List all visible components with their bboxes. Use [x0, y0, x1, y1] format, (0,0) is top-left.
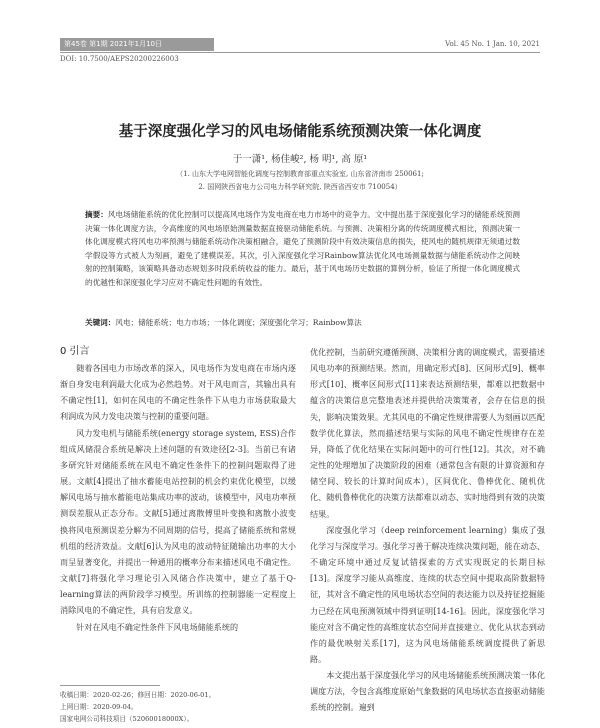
paragraph: 随着各国电力市场改革的深入，风电场作为发电商在市场内逐渐自身发电利润最大化成为必然趋势。对于风电而言，其输出具有不确定性[1]，如何在风电的不确定性条件下从电力市场获取最大利润成为风力发电决策与控制的重要问题。 [60, 363, 296, 422]
footnote-fund: 国家电网公司科技项目（52060018000X）。 [60, 715, 194, 723]
affiliation-2: 2. 国网陕西省电力公司电力科学研究院, 陕西省西安市 710054） [198, 183, 402, 191]
journal-issue-badge: 第45卷 第1期 2021年1月10日 [60, 38, 214, 51]
footnote-received: 收稿日期：2020-02-26；修回日期：2020-06-01。 [60, 691, 216, 699]
paragraph: 针对在风电不确定性条件下风电场储能系统的 [76, 621, 239, 632]
doi-line: DOI: 10.7500/AEPS20200226003 [60, 55, 179, 63]
keywords-label: 关键词： [85, 318, 116, 327]
paragraph: 风力发电机与储能系统(energy storage system, ESS)合作组成风储混合系统是解决上述问题的有效途径[2-3]。当前已有诸多研究针对储能系统在风电不确定性条件下的控制问题取得了进展。文献[4]提出了抽水蓄能电站控制的机会约束优化模型，以缓解风电场与抽水蓄能电站集成功率的波动，该模型中，风电功率预测误差服从正态分布。文献[5]通过离散傅里叶变换和离散小波变换将风电预测误差分解为不同周期的信号，提高了储能系统和常规机组的经济效益。文献[6]认为风电的波动特征随输出功率的大小而呈显著变化，并提出一种通用的概率分布来描述风电不确定性。文献[7]将强化学习理论引入风储合作决策中，建立了基于Q-learning算法的两阶段学习模型。所训练的控制器能一定程度上消除风电的不确定性，具有启发意义。 [60, 427, 296, 616]
body-column-left [60, 360, 296, 635]
footnote-rule [60, 685, 160, 686]
affiliation-1: （1. 山东大学电网智能化调度与控制教育部重点实验室, 山东省济南市 250061; [176, 170, 424, 178]
keywords-text: 风电；储能系统；电力市场；一体化调度；深度强化学习；Rainbow算法 [115, 318, 362, 327]
abstract-text: 风电场储能系统的优化控制可以提高风电场作为发电商在电力市场中的竞争力。文中提出基于深度强化学习的储能系统预测决策一体化调度方法，令高维度的风电场原始测量数据直接驱动储能系统。与预测、决策相分离的传统调度模式相比，预测决策一体化调度模式将风电功率预测与储能系统动作决策相融合，避免了预测阶段中有效决策信息的损失，使风电的随机规律无须通过数学假设等方式被人为刻画，避免了建模误差。其次，引入深度强化学习Rainbow算法优化风电场测量数据与储能系统动作之间映射的控制策略，该策略具备动态规划多时段系统收益的能力。最后，基于风电场历史数据的算例分析，验证了所提一体化调度模式的优越性和深度强化学习应对不确定性问题的有效性。 [85, 210, 521, 287]
section-heading-introduction: 0 引言 [60, 346, 90, 357]
abstract-label: 摘要： [85, 210, 108, 219]
footnote-online: 上网日期：2020-09-04。 [60, 703, 138, 711]
keywords [85, 316, 520, 329]
header-rule [60, 52, 540, 53]
paper-title: 基于深度强化学习的风电场储能系统预测决策一体化调度 [118, 124, 482, 140]
paragraph: 本文提出基于深度强化学习的风电场储能系统预测决策一体化调度方法，令包含高维度原始气象数据的风电场状态直接驱动储能系统的控制。遍到 [310, 670, 545, 713]
paragraph: 深度强化学习（deep reinforcement learning）集成了强化学习与深度学习。强化学习善于解决连续决策问题，能在动态、不确定环境中通过反复试错探索的方式实现既定的长期目标[13]。深度学习能从高维度、连续的状态空间中提取高阶数据特征，其对含不确定性的风电场状态空间的表达能力以及持征挖掘能力已经在风电预测领域中得到证明[14-16]。因此，深度强化学习能应对含不确定性的高维度状态空间并直接建立、优化从状态到动作的最优映射关系[17]，这为风电场储能系统调度提供了新思路。 [310, 524, 545, 664]
paragraph: 优化控制，当前研究遵循预测、决策相分离的调度模式，需要描述风电功率的预测结果。然而，用确定形式[8]、区间形式[9]、概率形式[10]、概率区间形式[11]来表达预测结果，都难以把数据中蕴含的决策信息完整地表述并提供给决策策者，会存在信息的损失，影响决策效果。尤其风电的不确定性规律需要人为刻画以匹配数学优化算法，然而描述结果与实际的风电不确定性规律存在差异，降低了优化结果在实际问题中的可行性[12]。其次，对不确定性的处理增加了决策阶段的困难（通常包含有限的计算资源和存储空间、较长的计算时间成本），区间优化、鲁棒优化、随机优化、随机鲁棒优化的决策方法都难以动态、实时地得到有效的决策结果。 [310, 347, 545, 519]
journal-volume-info: Vol. 45 No. 1 Jan. 10, 2021 [445, 40, 540, 48]
author-list: 于一潇¹, 杨佳峻², 杨 明¹, 高 原¹ [232, 154, 368, 165]
body-column-right [310, 344, 545, 716]
abstract [85, 208, 520, 290]
